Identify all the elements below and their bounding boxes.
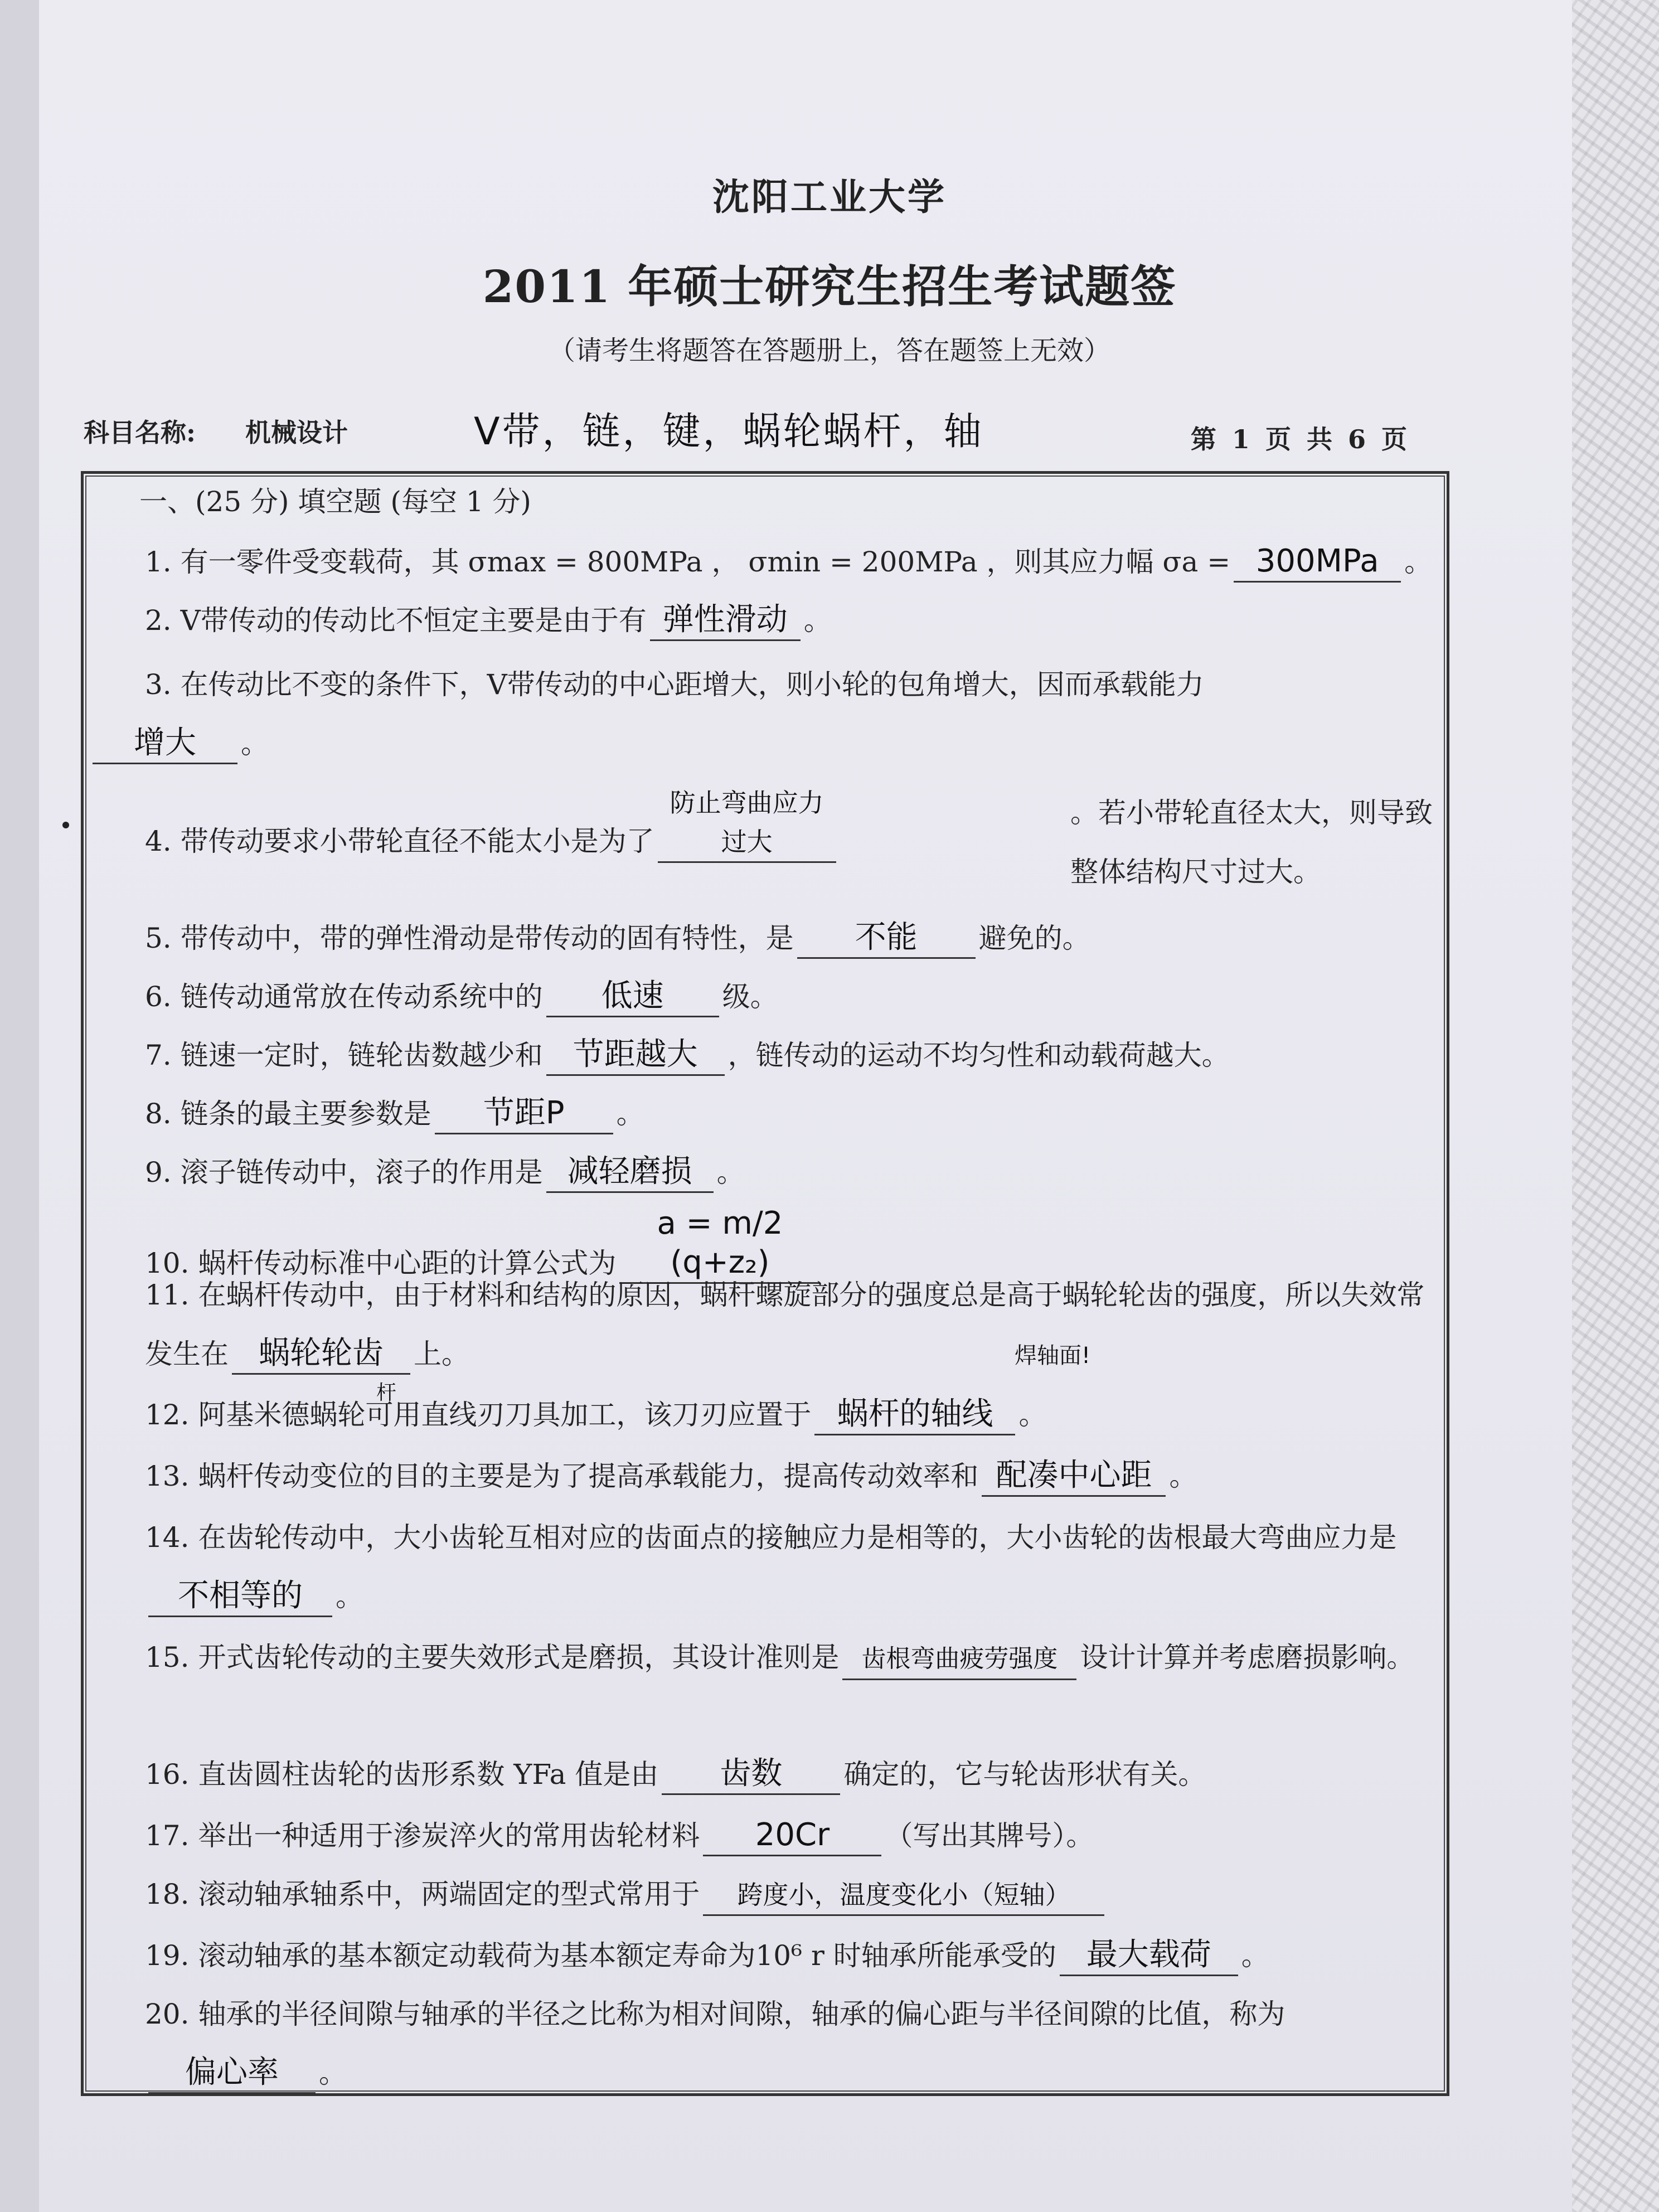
section-heading: 一、(25 分) 填空题 (每空 1 分) <box>139 486 531 518</box>
answer-blank: 节距P <box>435 1094 613 1134</box>
answer-blank: 偏心率 <box>148 2053 316 2094</box>
question-2: 2. V带传动的传动比不恒定主要是由于有 弹性滑动 。 <box>89 591 1494 650</box>
question-10: 10. 蜗杆传动标准中心距的计算公式为a = m/2 (q+z₂) <box>89 1204 1494 1293</box>
subject-label: 科目名称: <box>84 418 196 448</box>
question-5: 5. 带传动中，带的弹性滑动是带传动的固有特性，是 不能 避免的。 <box>89 909 1494 968</box>
answer-blank: 低速 <box>546 977 719 1017</box>
answer-blank: 最大载荷 <box>1060 1936 1238 1976</box>
question-20: 20. 轴承的半径间隙与轴承的半径之比称为相对间隙，轴承的偏心距与半径间隙的比值，称为偏心率 。 <box>89 1985 1438 2103</box>
subject-value: 机械设计 <box>245 418 348 448</box>
question-11: 11. 在蜗杆传动中，由于材料和结构的原因，蜗杆螺旋部分的强度总是高于蜗轮轮齿的强度，所以失效常发生在 蜗轮轮齿 上。 <box>89 1265 1438 1384</box>
question-4: 4. 带传动要求小带轮直径不能太小是为了防止弯曲应力过大 。若小带轮直径太大，则导致整体结构尺寸过大。 <box>89 783 1438 871</box>
question-18: 18. 滚动轴承轴系中，两端固定的型式常用于 跨度小，温度变化小（短轴） <box>89 1865 1494 1924</box>
answer-blank: 齿根弯曲疲劳强度 <box>842 1639 1076 1680</box>
question-17: 17. 举出一种适用于渗炭淬火的常用齿轮材料 20Cr （写出其牌号）。 <box>89 1806 1494 1865</box>
answer-blank: 20Cr <box>703 1816 881 1856</box>
answer-blank: 弹性滑动 <box>650 600 801 641</box>
question-19: 19. 滚动轴承的基本额定动载荷为基本额定寿命为10⁶ r 时轴承所能承受的 最大载荷 。 <box>89 1926 1494 1985</box>
question-8: 8. 链条的最主要参数是 节距P 。 <box>89 1084 1494 1143</box>
answer-blank: 减轻磨损 <box>546 1152 714 1193</box>
school-name: 沈阳工业大学 <box>712 175 947 219</box>
question-6: 6. 链传动通常放在传动系统中的 低速 级。 <box>89 967 1494 1026</box>
margin-mark <box>62 822 69 828</box>
answer-blank: 节距越大 <box>546 1035 725 1076</box>
answer-blank: 配凑中心距 <box>982 1456 1166 1497</box>
subject-row <box>84 407 1410 452</box>
question-15: 15. 开式齿轮传动的主要失效形式是磨损，其设计准则是 齿根弯曲疲劳强度 设计计算并考虑磨损影响。 <box>89 1628 1438 1687</box>
answer-blank: 300MPa <box>1234 542 1401 583</box>
answer-blank: 蜗轮轮齿 <box>232 1334 410 1375</box>
question-13: 13. 蜗杆传动变位的目的主要是为了提高承载能力，提高传动效率和 配凑中心距 。 <box>89 1447 1494 1506</box>
answer-blank: 防止弯曲应力过大 <box>658 783 836 863</box>
question-1: 1. 有一零件受变载荷，其 σmax = 800MPa ， σmin = 200MPa ，则其应力幅 σa = 300MPa 。 <box>89 532 1494 591</box>
question-14: 14. 在齿轮传动中，大小齿轮互相对应的齿面点的接触应力是相等的，大小齿轮的齿根最大弯曲应力是不相等的 。 <box>89 1508 1438 1626</box>
exam-notice: （请考生将题答在答题册上，答在题签上无效） <box>548 335 1110 366</box>
handwritten-topics: V带，链，键，蜗轮蜗杆，轴 <box>474 410 984 454</box>
answer-blank: a = m/2 (q+z₂) <box>619 1204 820 1284</box>
answer-blank: 蜗杆的轴线 <box>814 1395 1015 1435</box>
exam-title: 2011 年硕士研究生招生考试题签 <box>482 260 1177 313</box>
answer-blank: 不能 <box>797 918 976 959</box>
answer-blank: 不相等的 <box>148 1576 332 1617</box>
page-indicator: 第 1 页 共 6 页 <box>1190 424 1410 454</box>
answer-blank: 跨度小，温度变化小（短轴） <box>703 1875 1104 1916</box>
handwritten-note: 焊轴面! <box>1015 1343 1091 1369</box>
question-12: 12. 阿基米德蜗轮可用直线刃刀具加工，该刀刃应置于 蜗杆的轴线 。 <box>89 1385 1494 1444</box>
handwritten-correction: 杆 <box>376 1381 397 1404</box>
question-7: 7. 链速一定时，链轮齿数越少和 节距越大 ，链传动的运动不均匀性和动载荷越大。 <box>89 1026 1494 1085</box>
question-16: 16. 直齿圆柱齿轮的齿形系数 YFa 值是由 齿数 确定的，它与轮齿形状有关。 <box>89 1745 1494 1804</box>
answer-blank: 齿数 <box>662 1754 840 1795</box>
question-9: 9. 滚子链传动中，滚子的作用是 减轻磨损 。 <box>89 1143 1494 1202</box>
question-3: 3. 在传动比不变的条件下，V带传动的中心距增大，则小轮的包角增大，因而承载能力 增大 。 <box>89 655 1438 773</box>
answer-blank: 增大 <box>93 724 237 764</box>
